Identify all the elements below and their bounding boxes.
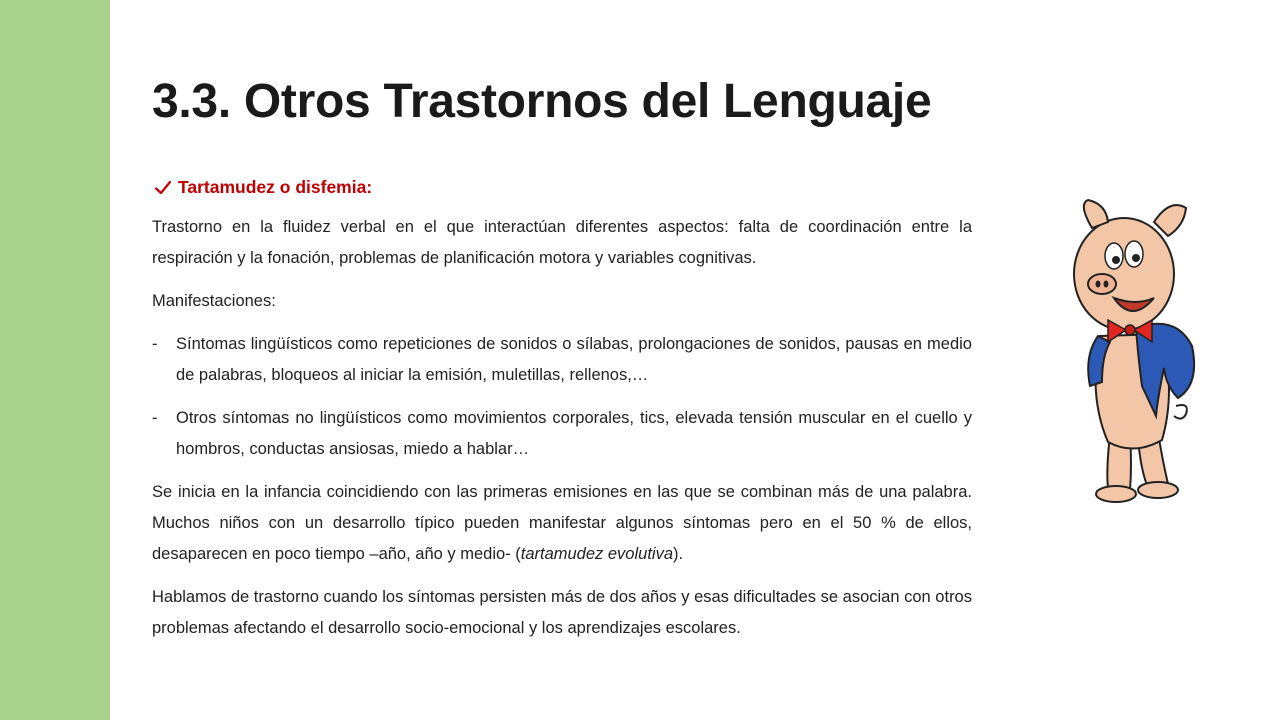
green-side-bar [0,0,110,720]
bullet-dash: - [152,409,158,427]
definition-paragraph: Trastorno en la fluidez verbal en el que interactúan diferentes aspectos: falta de coordinación entre la respiración y la fonación, problemas de planificación motora y variables cognitivas. [152,218,972,267]
section-heading-text: Tartamudez o disfemia: [178,177,373,197]
onset-end: ). [673,545,684,563]
bullet-text: Otros síntomas no lingüísticos como movimientos corporales, tics, elevada tensión muscular en el cuello y hombros, conductas ansiosas, miedo a hablar… [176,409,972,458]
section-heading [154,172,972,203]
disorder-paragraph: Hablamos de trastorno cuando los síntomas persisten más de dos años y esas dificultades se asocian con otros problemas afectando el desarrollo socio-emocional y los aprendizajes escolares. [152,588,972,637]
list-item [152,403,972,465]
onset-text: Se inicia en la infancia coincidiendo con las primeras emisiones en las que se combinan más de una palabra. Muchos niños con un desarrollo típico pueden manifestar algunos síntomas pero en el 50 % de ellos, desaparecen en poco tiempo –año, año y medio- ( [152,483,972,563]
slide-title: 3.3. Otros Trastornos del Lenguaje [152,75,932,128]
slide-content [152,172,972,656]
manifestations-label: Manifestaciones: [152,292,276,310]
checkmark-icon [154,179,172,197]
bullet-dash: - [152,335,158,353]
cartoon-pig-illustration [1058,196,1208,511]
onset-paragraph [152,477,972,570]
onset-italic-term: tartamudez evolutiva [520,545,673,563]
list-item [152,329,972,391]
bullet-text: Síntomas lingüísticos como repeticiones de sonidos o sílabas, prolongaciones de sonidos, pausas en medio de palabras, bloqueos al iniciar la emisión, muletillas, rellenos,… [176,335,972,384]
